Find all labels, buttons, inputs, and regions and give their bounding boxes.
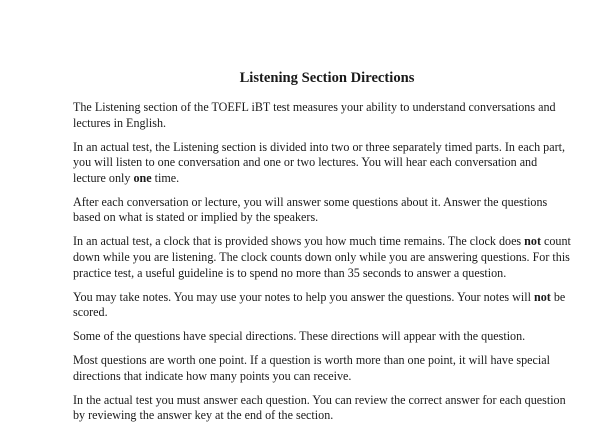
directions-paragraph [73, 234, 573, 281]
directions-paragraph [73, 353, 573, 384]
directions-paragraph [73, 100, 573, 131]
paragraph-text: After each conversation or lecture, you will answer some questions about it. Answer the questions based on what is stated or implied by the speakers. [73, 194, 548, 225]
emphasis-text: not [524, 234, 541, 249]
paragraph-text: The Listening section of the TOEFL iBT test measures your ability to understand conversations and lectures in English. [73, 100, 556, 130]
emphasis-text: not [534, 289, 551, 304]
directions-paragraph [73, 140, 573, 187]
directions-paragraph [73, 329, 573, 345]
directions-paragraph [73, 393, 573, 424]
directions-paragraph [73, 195, 573, 226]
directions-page [73, 70, 573, 432]
paragraph-text: In an actual test, a clock that is provided shows you how much time remains. The clock does [73, 234, 525, 249]
directions-body [73, 100, 573, 424]
paragraph-text: time. [151, 170, 180, 185]
paragraph-text: You may take notes. You may use your notes to help you answer the questions. Your notes will [73, 289, 535, 304]
directions-paragraph [73, 290, 573, 321]
paragraph-text: Some of the questions have special directions. These directions will appear with the question. [73, 329, 526, 344]
paragraph-text: Most questions are worth one point. If a question is worth more than one point, it will have special directions that indicate how many points you can receive. [73, 353, 550, 383]
paragraph-text: count down while you are listening. The clock counts down only while you are answering questions. For this practice test, a useful guideline is to spend no more than 35 seconds to answer a question. [73, 234, 571, 280]
paragraph-text: be scored. [73, 289, 566, 320]
page-title: Listening Section Directions [239, 70, 415, 86]
paragraph-text: In an actual test, the Listening section is divided into two or three separately timed parts. In each part, you will listen to one conversation and one or two lectures. You will hear each conversation and lecture only [73, 139, 565, 185]
paragraph-text: In the actual test you must answer each question. You can review the correct answer for each question by reviewing the answer key at the end of the section. [73, 392, 566, 423]
emphasis-text: one [133, 170, 152, 185]
